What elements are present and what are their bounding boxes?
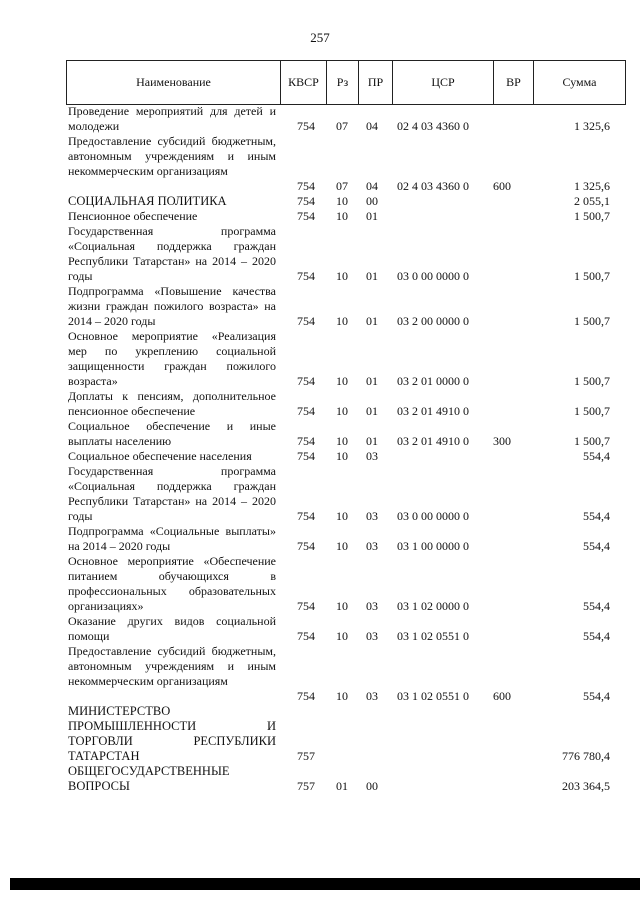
table-row	[0, 449, 640, 464]
row-kvsr: 754	[297, 119, 315, 133]
row-name: МИНИСТЕРСТВО ПРОМЫШЛЕННОСТИ И ТОРГОВЛИ РЕСПУБЛИКИ ТАТАРСТАН	[68, 704, 276, 763]
scan-edge-bar	[10, 878, 640, 890]
row-sum: 1 500,7	[574, 434, 610, 448]
row-name: Предоставление субсидий бюджетным, автономным учреждениям и иным некоммерческим организациям	[68, 134, 276, 178]
table-row	[0, 644, 640, 704]
row-kvsr: 754	[297, 269, 315, 283]
row-rz: 10	[336, 509, 348, 523]
row-sum: 1 325,6	[574, 119, 610, 133]
row-pr: 04	[366, 119, 378, 133]
row-csr: 03 1 02 0551 0	[397, 689, 469, 703]
table-header	[66, 60, 626, 105]
table-row	[0, 464, 640, 524]
row-sum: 554,4	[583, 539, 610, 553]
header-rz: Рз	[327, 61, 359, 104]
row-sum: 203 364,5	[562, 779, 610, 793]
header-kvsr: КВСР	[281, 61, 327, 104]
row-kvsr: 754	[297, 404, 315, 418]
table-row	[0, 194, 640, 209]
row-csr: 03 2 01 0000 0	[397, 374, 469, 388]
row-name: Подпрограмма «Повышение качества жизни граждан пожилого возраста» на 2014 – 2020 годы	[68, 284, 276, 328]
table-row	[0, 419, 640, 449]
row-name: Оказание других видов социальной помощи	[68, 614, 276, 643]
row-csr: 03 1 02 0000 0	[397, 599, 469, 613]
row-kvsr: 757	[297, 779, 315, 793]
row-sum: 554,4	[583, 599, 610, 613]
row-rz: 10	[336, 194, 348, 208]
row-kvsr: 754	[297, 539, 315, 553]
row-sum: 554,4	[583, 449, 610, 463]
row-csr: 02 4 03 4360 0	[397, 179, 469, 193]
row-pr: 01	[366, 374, 378, 388]
header-csr: ЦСР	[393, 61, 494, 104]
row-kvsr: 754	[297, 314, 315, 328]
row-kvsr: 754	[297, 374, 315, 388]
row-name: СОЦИАЛЬНАЯ ПОЛИТИКА	[68, 194, 227, 208]
table-row	[0, 554, 640, 614]
row-kvsr: 754	[297, 509, 315, 523]
table-body	[0, 104, 640, 794]
row-pr: 00	[366, 779, 378, 793]
row-csr: 03 1 00 0000 0	[397, 539, 469, 553]
row-name: Основное мероприятие «Реализация мер по укреплению социальной защищенности граждан пожилого возраста»	[68, 329, 276, 388]
table-row	[0, 764, 640, 794]
row-kvsr: 754	[297, 449, 315, 463]
row-pr: 03	[366, 599, 378, 613]
row-sum: 554,4	[583, 689, 610, 703]
table-row	[0, 704, 640, 764]
row-rz: 10	[336, 374, 348, 388]
row-pr: 01	[366, 314, 378, 328]
header-pr: ПР	[359, 61, 393, 104]
row-sum: 1 500,7	[574, 374, 610, 388]
row-kvsr: 754	[297, 689, 315, 703]
row-rz: 10	[336, 209, 348, 223]
row-name: Предоставление субсидий бюджетным, автономным учреждениям и иным некоммерческим организациям	[68, 644, 276, 688]
table-row	[0, 284, 640, 329]
row-sum: 1 325,6	[574, 179, 610, 193]
row-sum: 776 780,4	[562, 749, 610, 763]
row-csr: 03 0 00 0000 0	[397, 509, 469, 523]
row-name: Государственная программа «Социальная поддержка граждан Республики Татарстан» на 2014 – 2020 годы	[68, 224, 276, 283]
row-rz: 10	[336, 449, 348, 463]
row-sum: 1 500,7	[574, 269, 610, 283]
table-row	[0, 104, 640, 134]
row-pr: 01	[366, 404, 378, 418]
row-name: Социальное обеспечение населения	[68, 449, 252, 463]
row-pr: 04	[366, 179, 378, 193]
row-name: Пенсионное обеспечение	[68, 209, 198, 223]
table-row	[0, 614, 640, 644]
row-name: Проведение мероприятий для детей и молодежи	[68, 104, 276, 133]
row-name: Доплаты к пенсиям, дополнительное пенсионное обеспечение	[68, 389, 276, 418]
row-name: Основное мероприятие «Обеспечение питанием обучающихся в профессиональных образовательных организациях»	[68, 554, 276, 613]
row-sum: 1 500,7	[574, 404, 610, 418]
header-vr: ВР	[494, 61, 534, 104]
row-pr: 01	[366, 209, 378, 223]
row-sum: 1 500,7	[574, 314, 610, 328]
row-kvsr: 754	[297, 209, 315, 223]
row-rz: 10	[336, 539, 348, 553]
page-number: 257	[310, 30, 330, 45]
row-rz: 10	[336, 434, 348, 448]
row-pr: 01	[366, 434, 378, 448]
row-kvsr: 754	[297, 194, 315, 208]
table-row	[0, 524, 640, 554]
row-rz: 07	[336, 179, 348, 193]
row-pr: 03	[366, 509, 378, 523]
row-vr: 600	[493, 689, 511, 703]
row-pr: 00	[366, 194, 378, 208]
row-kvsr: 754	[297, 179, 315, 193]
row-rz: 10	[336, 599, 348, 613]
row-pr: 01	[366, 269, 378, 283]
row-pr: 03	[366, 449, 378, 463]
row-pr: 03	[366, 689, 378, 703]
row-kvsr: 754	[297, 599, 315, 613]
row-csr: 03 1 02 0551 0	[397, 629, 469, 643]
row-sum: 2 055,1	[574, 194, 610, 208]
row-vr: 600	[493, 179, 511, 193]
row-name: Социальное обеспечение и иные выплаты населению	[68, 419, 276, 448]
row-rz: 10	[336, 269, 348, 283]
row-rz: 10	[336, 629, 348, 643]
row-name: ОБЩЕГОСУДАРСТВЕННЫЕ ВОПРОСЫ	[68, 764, 230, 793]
table-row	[0, 224, 640, 284]
row-kvsr: 754	[297, 629, 315, 643]
row-kvsr: 754	[297, 434, 315, 448]
row-rz: 10	[336, 404, 348, 418]
row-rz: 10	[336, 689, 348, 703]
table-row	[0, 389, 640, 419]
table-row	[0, 209, 640, 224]
table-row	[0, 329, 640, 389]
row-pr: 03	[366, 629, 378, 643]
row-sum: 1 500,7	[574, 209, 610, 223]
row-vr: 300	[493, 434, 511, 448]
row-csr: 03 2 01 4910 0	[397, 404, 469, 418]
row-pr: 03	[366, 539, 378, 553]
row-sum: 554,4	[583, 509, 610, 523]
row-csr: 03 2 00 0000 0	[397, 314, 469, 328]
row-rz: 07	[336, 119, 348, 133]
row-csr: 03 0 00 0000 0	[397, 269, 469, 283]
row-kvsr: 757	[297, 749, 315, 763]
header-sum: Сумма	[562, 75, 597, 89]
row-sum: 554,4	[583, 629, 610, 643]
row-rz: 01	[336, 779, 348, 793]
row-csr: 02 4 03 4360 0	[397, 119, 469, 133]
row-name: Подпрограмма «Социальные выплаты» на 2014 – 2020 годы	[68, 524, 276, 553]
header-name: Наименование	[67, 61, 281, 104]
row-rz: 10	[336, 314, 348, 328]
row-csr: 03 2 01 4910 0	[397, 434, 469, 448]
row-name: Государственная программа «Социальная поддержка граждан Республики Татарстан» на 2014 – 2020 годы	[68, 464, 276, 523]
table-row	[0, 134, 640, 194]
